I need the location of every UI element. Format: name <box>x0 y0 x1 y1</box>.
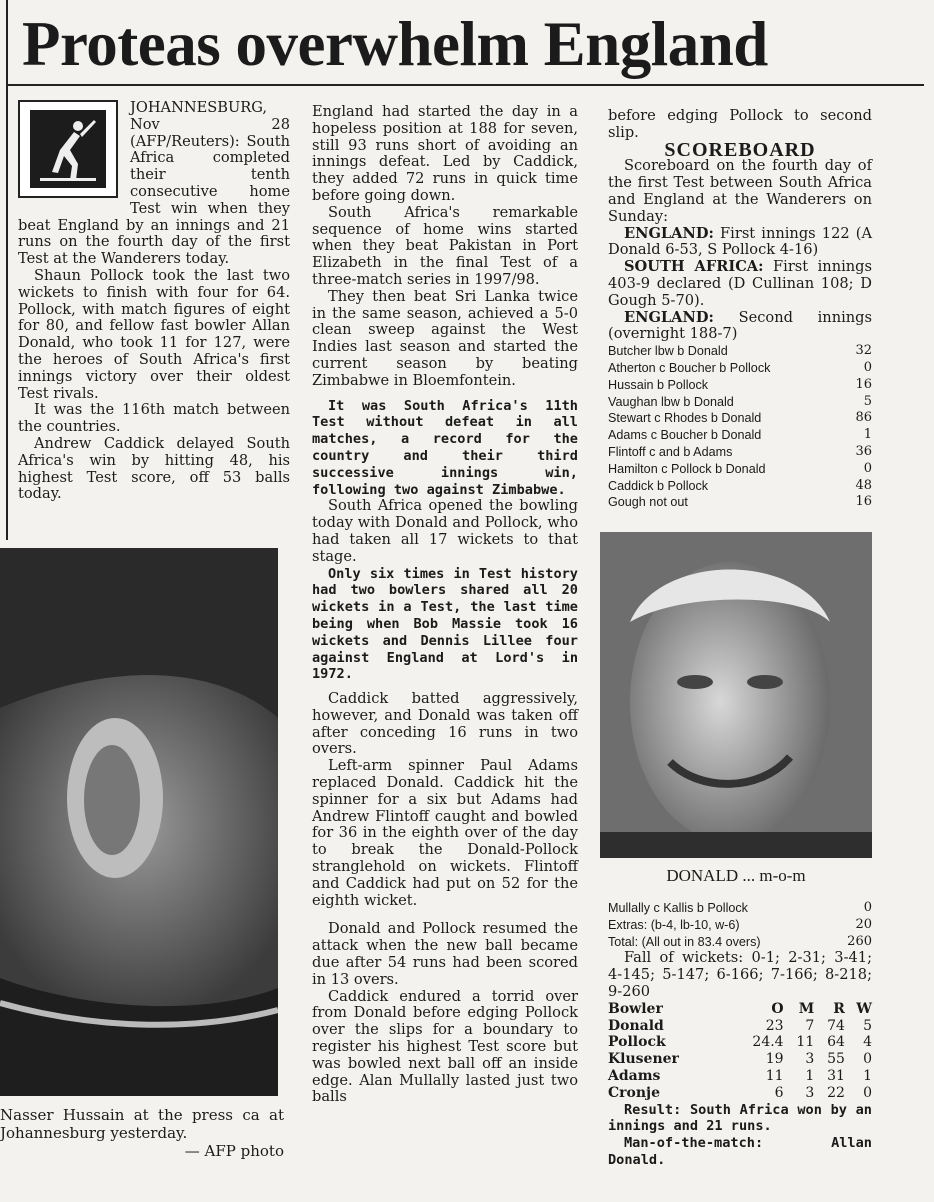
bowling-cell: 55 <box>827 1051 845 1068</box>
para: Caddick endured a torrid over from Donald before edging Pollock over the slips for a boundary to register his highest Test score but was bowled next ball off an inside edge. Alan Mullally lasted just two balls <box>312 987 578 1106</box>
bowling-header-cell: M <box>798 1000 815 1017</box>
cricket-logo-icon <box>18 100 118 198</box>
para: It was the 116th match between the countries. <box>18 401 290 436</box>
bowling-cell: 3 <box>805 1051 815 1068</box>
batting-row <box>608 934 872 951</box>
bowling-cell: 64 <box>827 1034 845 1051</box>
bowling-header-cell: R <box>833 1000 845 1017</box>
para: Shaun Pollock took the last two wickets to finish with four for 64. Pollock, with match figures of eight for 80, and fellow fast bowler Allan Donald, who took 11 for 127, were the heroes of South Africa's first innings victory over their oldest Test rivals. <box>18 266 290 402</box>
runs: 16 <box>855 494 872 510</box>
batting-table-continued <box>608 900 872 950</box>
bowling-row <box>608 1051 872 1068</box>
batsman: Vaughan lbw b Donald <box>608 394 734 409</box>
bowling-cell: 1 <box>863 1067 872 1084</box>
caption-text: Nasser Hussain at the press ca at Johannesburg yesterday. <box>0 1106 284 1142</box>
para: Donald and Pollock resumed the attack when the new ball became due after 54 runs had been scored in 13 overs. <box>312 920 578 988</box>
story-column-1 <box>18 100 290 503</box>
bowling-cell: Cronje <box>608 1084 661 1101</box>
runs: 260 <box>847 933 872 949</box>
batting-row <box>608 394 872 411</box>
bowling-cell: Pollock <box>608 1034 666 1051</box>
scoreboard-continued <box>608 900 872 1169</box>
runs: 86 <box>855 410 872 426</box>
bowling-row <box>608 1018 872 1035</box>
scoreboard-column <box>608 108 872 511</box>
batting-row <box>608 360 872 377</box>
bowling-cell: 11 <box>765 1067 784 1084</box>
para: Caddick batted aggressively, however, and Donald was taken off after conceding 16 runs in two overs. <box>312 690 578 758</box>
batting-row <box>608 427 872 444</box>
bowling-row <box>608 1034 872 1051</box>
scoreboard-title: SCOREBOARD <box>664 138 816 161</box>
runs: 48 <box>855 477 872 493</box>
para: South Africa's remarkable sequence of home wins started when they beat Pakistan in Port Elizabeth in the final Test of a three-match series in 1997/98. <box>312 203 578 288</box>
bowling-cell: Adams <box>608 1067 661 1084</box>
text: First innings 403-9 declared (D Cullinan 108; D Gough 5-70). <box>608 258 873 309</box>
scoreboard-intro: Scoreboard on the fourth day of the first Test between South Africa and England at the Wanderers on Sunday: <box>608 157 872 225</box>
batting-row <box>608 478 872 495</box>
bowling-header-cell: Bowler <box>608 1000 663 1017</box>
bowling-cell: 31 <box>827 1067 845 1084</box>
bowling-row <box>608 1068 872 1085</box>
photo-credit: — AFP photo <box>184 1142 284 1160</box>
man-of-the-match: Man-of-the-match: Allan Donald. <box>608 1135 872 1168</box>
bold-para: It was South Africa's 11th Test without defeat in all matches, a record for the country and their third successive innings win, following two against Zimbabwe. <box>312 397 578 498</box>
para: England had started the day in a hopeless position at 188 for seven, still 93 runs short of avoiding an innings defeat. Led by Caddick, they added 72 runs in quick time before going down. <box>312 103 578 204</box>
para: before edging Pollock to second slip. <box>608 107 872 141</box>
bowling-cell: 24.4 <box>752 1034 784 1051</box>
para: South Africa opened the bowling today with Donald and Pollock, who had taken all 17 wickets to that stage. <box>312 497 578 565</box>
bowling-table <box>608 1001 872 1102</box>
para: Andrew Caddick delayed South Africa's win by hitting 48, his highest Test score, off 53 balls today. <box>18 434 290 503</box>
batsman: Stewart c Rhodes b Donald <box>608 411 762 426</box>
batting-row <box>608 377 872 394</box>
batsman: Hussain b Pollock <box>608 377 709 392</box>
batsman: Mullally c Kallis b Pollock <box>608 901 748 915</box>
bowling-cell: Donald <box>608 1017 664 1034</box>
bowling-cell: 19 <box>765 1051 784 1068</box>
donald-photo <box>600 532 872 858</box>
runs: 20 <box>855 916 872 932</box>
bowling-cell: 11 <box>796 1034 815 1051</box>
bowling-cell: 7 <box>805 1017 815 1034</box>
bowling-cell: Klusener <box>608 1051 679 1068</box>
batsman: Atherton c Boucher b Pollock <box>608 360 771 375</box>
batsman: Caddick b Pollock <box>608 478 709 493</box>
batsman: Adams c Boucher b Donald <box>608 428 762 443</box>
batsman: Gough not out <box>608 495 688 510</box>
sa-first-innings <box>608 259 872 309</box>
runs: 0 <box>863 359 872 375</box>
eng-second-innings <box>608 310 872 344</box>
nasser-hussain-photo <box>0 548 278 1096</box>
bowling-cell: 5 <box>863 1017 872 1034</box>
eng-first-innings <box>608 226 872 260</box>
para: JOHANNESBURG, Nov 28 (AFP/Reuters): South Africa completed their tenth consecutive home Test win when they beat England by an innings and 21 runs on the fourth day of the first Test at the Wanderers today. <box>18 99 290 268</box>
batting-row <box>608 494 872 511</box>
batting-row <box>608 410 872 427</box>
bowling-cell: 3 <box>805 1084 815 1101</box>
batting-row <box>608 917 872 934</box>
column-rule <box>6 0 8 540</box>
fall-of-wickets: Fall of wickets: 0-1; 2-31; 3-41; 4-145; 5-147; 6-166; 7-166; 8-218; 9-260 <box>608 949 872 1000</box>
headline-rule <box>6 84 924 86</box>
runs: 0 <box>863 900 872 915</box>
photo-caption-mom: DONALD ... m-o-m <box>666 866 806 885</box>
text: Second innings (overnight 188-7) <box>608 308 873 343</box>
bowling-cell: 4 <box>863 1034 872 1051</box>
match-result: Result: South Africa won by an innings and 21 runs. <box>608 1101 872 1135</box>
bowling-cell: 0 <box>863 1084 872 1101</box>
batting-row <box>608 900 872 917</box>
label: SOUTH AFRICA: <box>624 258 764 276</box>
bowling-row <box>608 1085 872 1102</box>
batsman: Butcher lbw b Donald <box>608 344 728 359</box>
runs: 36 <box>855 443 872 459</box>
photo-caption <box>0 1106 284 1160</box>
bowling-cell: 0 <box>863 1051 872 1068</box>
bowling-cell: 23 <box>765 1017 784 1034</box>
para: Left-arm spinner Paul Adams replaced Donald. Caddick hit the spinner for a six but Adams had Andrew Flintoff caught and bowled for 36 in the eighth over of the day to break the Donald-Pollock stranglehold on wickets. Flintoff and Caddick had put on 52 for the eighth wicket. <box>312 757 578 909</box>
batsman: Extras: (b-4, lb-10, w-6) <box>608 917 740 932</box>
batsman: Hamilton c Pollock b Donald <box>608 461 766 476</box>
bowling-cell: 6 <box>774 1084 784 1101</box>
runs: 1 <box>863 427 872 443</box>
runs: 16 <box>855 376 872 392</box>
bowling-header-cell: O <box>771 1000 784 1017</box>
runs: 32 <box>855 343 872 359</box>
bowling-cell: 74 <box>827 1017 845 1034</box>
bowling-cell: 22 <box>827 1084 845 1101</box>
para: They then beat Sri Lanka twice in the same season, achieved a 5-0 clean sweep against the West Indies last season and started the current season by beating Zimbabwe in Bloemfontein. <box>312 287 578 389</box>
label: ENGLAND: <box>624 224 714 242</box>
bold-para: Only six times in Test history had two bowlers shared all 20 wickets in a Test, the last time being when Bob Massie took 16 wickets and Dennis Lillee four against England at Lord's in 1972. <box>312 565 578 683</box>
batting-row <box>608 444 872 461</box>
batting-row <box>608 343 872 360</box>
bowling-header-cell: W <box>856 1000 872 1017</box>
runs: 5 <box>863 393 872 409</box>
batting-table <box>608 343 872 511</box>
story-column-2 <box>312 104 578 1106</box>
bowling-cell: 1 <box>805 1067 815 1084</box>
batsman: Total: (All out in 83.4 overs) <box>608 934 761 949</box>
batsman: Flintoff c and b Adams <box>608 444 733 459</box>
text: First innings 122 (A Donald 6-53, S Pollock 4-16) <box>608 224 873 259</box>
runs: 0 <box>863 460 872 476</box>
batting-row <box>608 461 872 478</box>
headline: Proteas overwhelm England <box>22 9 768 79</box>
label: ENGLAND: <box>624 308 714 326</box>
